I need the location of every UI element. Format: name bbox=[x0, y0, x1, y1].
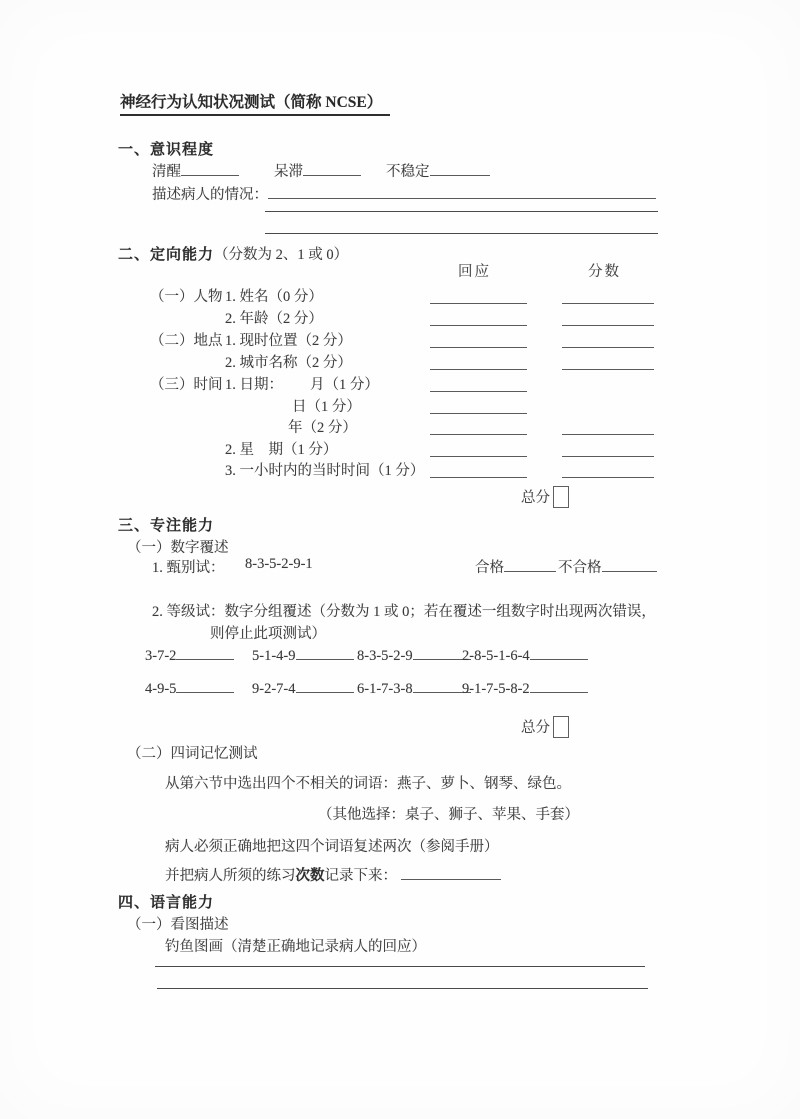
orientation-row bbox=[0, 459, 800, 480]
digit-item: 4-9-5 bbox=[145, 681, 177, 698]
pass-blank-field bbox=[504, 557, 556, 572]
fail-blank-field bbox=[602, 557, 657, 572]
digit-item: 6-1-7-3-8 bbox=[357, 681, 413, 698]
digit-blank-field bbox=[296, 645, 354, 660]
digit-blank-field bbox=[530, 645, 588, 660]
response-blank-field bbox=[430, 418, 527, 435]
digit-item: 9-1-7-5-8-2 bbox=[462, 681, 530, 698]
score-blank-field bbox=[562, 287, 654, 304]
response-blank-field bbox=[430, 397, 527, 414]
attention-total-score-box bbox=[553, 716, 569, 738]
consciousness-options-row bbox=[0, 160, 800, 181]
screening-digits: 8-3-5-2-9-1 bbox=[245, 556, 313, 572]
section-language-heading: 四、语言能力 bbox=[118, 895, 215, 911]
orientation-row bbox=[0, 395, 800, 416]
describe-writing-line bbox=[265, 211, 658, 212]
response-writing-line bbox=[155, 966, 645, 967]
score-blank-field bbox=[562, 309, 654, 326]
digit-item: 2-8-5-1-6-4 bbox=[462, 648, 530, 665]
section-attention-heading: 三、专注能力 bbox=[118, 518, 215, 534]
option-unstable-label: 不稳定 bbox=[386, 164, 430, 180]
four-word-instruction: 从第六节中选出四个不相关的词语：燕子、萝卜、钢琴、绿色。 bbox=[165, 776, 571, 792]
describe-patient-row bbox=[0, 183, 800, 204]
column-header-score: 分数 bbox=[588, 264, 621, 280]
practice-count-prefix: 并把病人所须的练习 bbox=[165, 868, 296, 884]
score-blank-field bbox=[562, 353, 654, 370]
four-word-repeat-instruction: 病人必须正确地把这四个词语复述两次（参阅手册） bbox=[165, 839, 499, 855]
digit-item: 3-7-2 bbox=[145, 648, 177, 665]
orientation-group-label: （一）人物 bbox=[150, 289, 223, 305]
orientation-item-label: 1. 现时位置（2 分） bbox=[225, 333, 352, 349]
option-lethargic-label: 呆滞 bbox=[274, 164, 303, 180]
orientation-item-label: 2. 年龄（2 分） bbox=[225, 311, 323, 327]
orientation-total-score-box bbox=[553, 486, 569, 508]
screening-test-row bbox=[0, 556, 800, 577]
digit-blank-field bbox=[530, 678, 588, 693]
orientation-group-label: （三）时间 bbox=[150, 377, 223, 393]
lethargic-blank-field bbox=[303, 161, 361, 176]
graded-test-instruction-line1: 2. 等级试：数字分组覆述（分数为 1 或 0；若在覆述一组数字时出现两次错误， bbox=[152, 604, 656, 620]
picture-description-subheading: （一）看图描述 bbox=[127, 917, 229, 933]
response-blank-field bbox=[430, 331, 527, 348]
response-blank-field bbox=[430, 309, 527, 326]
orientation-item-label: 年（2 分） bbox=[288, 420, 357, 436]
digit-item: 9-2-7-4 bbox=[252, 681, 296, 698]
orientation-group-label: （二）地点 bbox=[150, 333, 223, 349]
attention-total-label: 总分 bbox=[521, 720, 550, 736]
digit-item: 8-3-5-2-9 bbox=[357, 648, 413, 665]
unstable-blank-field bbox=[430, 161, 490, 176]
digit-blank-field bbox=[176, 678, 234, 693]
score-blank-field bbox=[562, 418, 654, 435]
orientation-item-label: 3. 一小时内的当时时间（1 分） bbox=[225, 463, 425, 479]
score-blank-field bbox=[562, 331, 654, 348]
orientation-row bbox=[0, 307, 800, 328]
section-orientation-heading: 二、定向能力 bbox=[118, 247, 215, 263]
orientation-subitem-label: 月（1 分） bbox=[310, 377, 379, 393]
response-blank-field bbox=[430, 375, 527, 392]
orientation-row bbox=[0, 373, 800, 394]
pass-label: 合格 bbox=[475, 560, 504, 576]
awake-blank-field bbox=[181, 161, 239, 176]
practice-count-suffix: 记录下来： bbox=[324, 868, 397, 884]
fail-label: 不合格 bbox=[558, 560, 602, 576]
section-consciousness-heading: 一、意识程度 bbox=[118, 142, 215, 158]
response-blank-field bbox=[430, 287, 527, 304]
response-blank-field bbox=[430, 461, 527, 478]
digit-grid-row bbox=[0, 645, 800, 666]
orientation-row bbox=[0, 416, 800, 437]
orientation-item-label: 2. 城市名称（2 分） bbox=[225, 355, 352, 371]
orientation-item-label: 日（1 分） bbox=[292, 399, 361, 415]
orientation-row bbox=[0, 329, 800, 350]
digit-repeat-subheading: （一）数字覆述 bbox=[127, 540, 229, 556]
response-writing-line bbox=[157, 988, 648, 989]
describe-blank-field bbox=[268, 184, 656, 199]
orientation-row bbox=[0, 351, 800, 372]
score-blank-field bbox=[562, 461, 654, 478]
describe-writing-line bbox=[265, 233, 658, 234]
digit-blank-field bbox=[296, 678, 354, 693]
orientation-row bbox=[0, 438, 800, 459]
graded-test-instruction-line2: 则停止此项测试） bbox=[210, 626, 326, 642]
practice-count-bold-word: 次数 bbox=[295, 868, 325, 884]
four-word-memory-subheading: （二）四词记忆测试 bbox=[127, 746, 258, 762]
response-blank-field bbox=[430, 353, 527, 370]
digit-item: 5-1-4-9 bbox=[252, 648, 296, 665]
digit-grid-row bbox=[0, 678, 800, 699]
describe-patient-label: 描述病人的情况： bbox=[152, 187, 268, 203]
score-blank-field bbox=[562, 440, 654, 457]
digit-blank-field bbox=[176, 645, 234, 660]
page-title: 神经行为认知状况测试（简称 NCSE） bbox=[120, 94, 390, 116]
four-word-alternatives: （其他选择：桌子、狮子、苹果、手套） bbox=[318, 807, 579, 823]
response-blank-field bbox=[430, 440, 527, 457]
orientation-total-label: 总分 bbox=[521, 490, 550, 506]
fishing-picture-prompt: 钓鱼图画（清楚正确地记录病人的回应） bbox=[165, 939, 426, 955]
option-awake-label: 清醒 bbox=[152, 164, 181, 180]
column-header-response: 回应 bbox=[458, 264, 491, 280]
orientation-row bbox=[0, 285, 800, 306]
orientation-heading-note: （分数为 2、1 或 0） bbox=[214, 247, 349, 263]
practice-count-row bbox=[165, 864, 501, 885]
orientation-item-label: 2. 星 期（1 分） bbox=[225, 442, 338, 458]
screening-test-label: 1. 甄别试： bbox=[152, 560, 225, 576]
orientation-item-label: 1. 姓名（0 分） bbox=[225, 289, 323, 305]
orientation-item-label: 1. 日期： bbox=[225, 377, 283, 393]
practice-count-blank-field bbox=[401, 865, 501, 880]
